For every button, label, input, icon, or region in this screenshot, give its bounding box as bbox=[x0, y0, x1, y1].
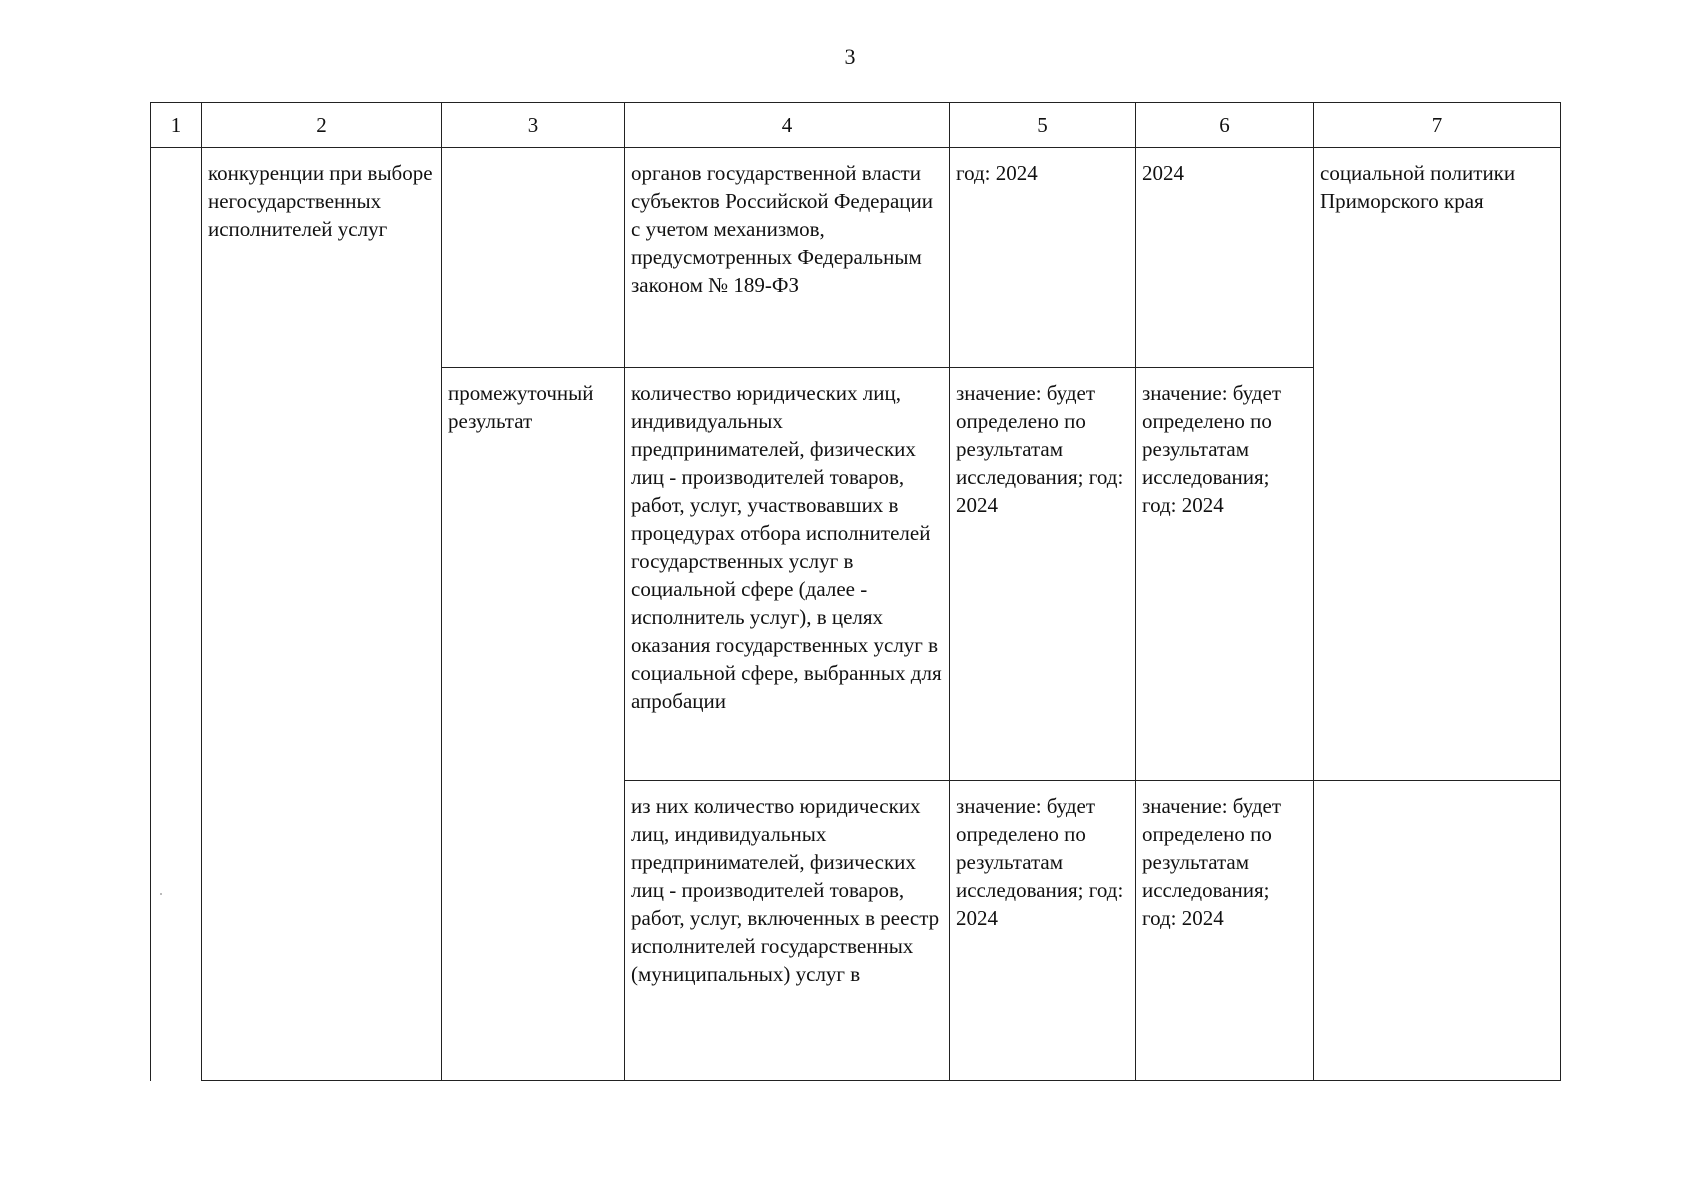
page-number: 3 bbox=[844, 44, 856, 69]
task-cell: конкуренции при выборе негосударственных исполнителей услуг bbox=[202, 148, 442, 1081]
target-value-cell: год: 2024 bbox=[950, 148, 1136, 368]
result-type-cell bbox=[442, 148, 625, 368]
header-cell-6: 6 bbox=[1136, 103, 1314, 148]
table-row bbox=[151, 148, 1561, 368]
result-type-cell: промежуточный результат bbox=[442, 368, 625, 1081]
indicator-cell: из них количество юридических лиц, индивидуальных предпринимателей, физических лиц - производителей товаров, работ, услуг, включенных в реестр исполнителей государственных (муниципальных) услуг в bbox=[625, 781, 950, 1081]
header-cell-2: 2 bbox=[202, 103, 442, 148]
deadline-cell: значение: будет определено по результатам исследования; год: 2024 bbox=[1136, 781, 1314, 1081]
indicator-cell: количество юридических лиц, индивидуальных предпринимателей, физических лиц - производителей товаров, работ, услуг, участвовавших в процедурах отбора исполнителей государственных услуг в социальной сфере (далее - исполнитель услуг), в целях оказания государственных услуг в социальной сфере, выбранных для апробации bbox=[625, 368, 950, 781]
header-cell-7: 7 bbox=[1314, 103, 1561, 148]
target-value-cell: значение: будет определено по результатам исследования; год: 2024 bbox=[950, 781, 1136, 1081]
table-header-row bbox=[151, 103, 1561, 148]
header-cell-4: 4 bbox=[625, 103, 950, 148]
responsible-cell bbox=[1314, 781, 1561, 1081]
deadline-cell: значение: будет определено по результатам исследования; год: 2024 bbox=[1136, 368, 1314, 781]
scan-artifact bbox=[160, 893, 162, 895]
deadline-cell: 2024 bbox=[1136, 148, 1314, 368]
responsible-cell: социальной политики Приморского края bbox=[1314, 148, 1561, 781]
header-cell-3: 3 bbox=[442, 103, 625, 148]
target-value-cell: значение: будет определено по результатам исследования; год: 2024 bbox=[950, 368, 1136, 781]
row-number-cell bbox=[151, 148, 202, 1081]
header-cell-5: 5 bbox=[950, 103, 1136, 148]
document-table bbox=[150, 102, 1561, 1081]
indicator-cell: органов государственной власти субъектов Российской Федерации с учетом механизмов, предусмотренных Федеральным законом № 189-ФЗ bbox=[625, 148, 950, 368]
header-cell-1: 1 bbox=[151, 103, 202, 148]
